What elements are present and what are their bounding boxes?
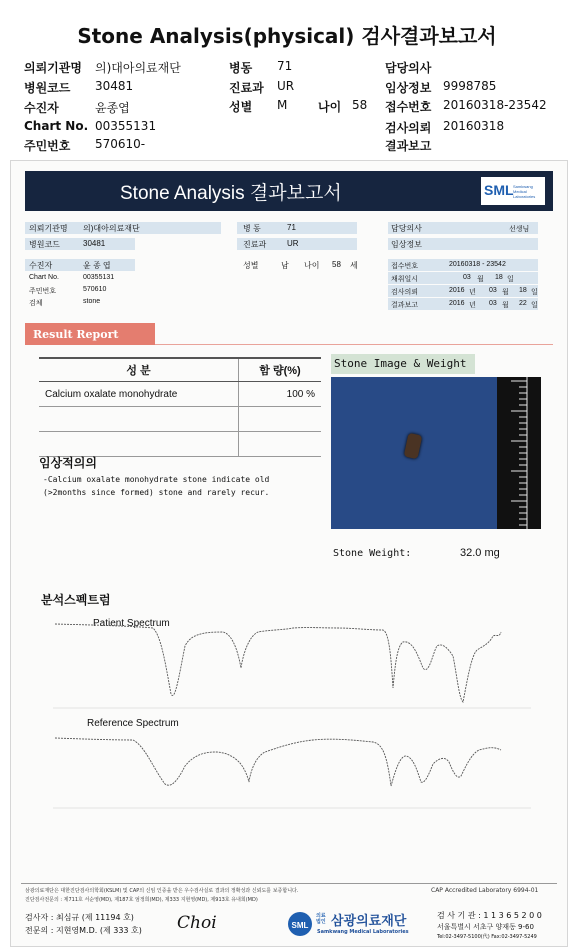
clinical-text-line-2: (>2months since formed) stone and rarely recur. bbox=[43, 488, 270, 497]
sex-value: M bbox=[277, 98, 288, 112]
dept-value: UR bbox=[277, 79, 295, 93]
doc-chart-value: 00355131 bbox=[83, 274, 115, 281]
stone-specimen bbox=[404, 433, 423, 459]
doc-collect-day: 18 bbox=[495, 274, 503, 281]
doc-request-day: 18 bbox=[519, 287, 527, 294]
result-report-bar bbox=[25, 323, 155, 345]
stone-photo bbox=[331, 377, 541, 529]
doc-report-day: 22 bbox=[519, 300, 527, 307]
patient-spectrum-plot bbox=[53, 616, 531, 712]
sex-label: 성별 bbox=[229, 100, 253, 114]
doc-age-unit: 세 bbox=[350, 261, 358, 270]
rrn-value: 570610- bbox=[95, 137, 146, 151]
specialists-text: 진단검사전문의 : 제711호 서순영(MD), 제187호 엄정희(MD), 제333 지현영(MD), 제913호 유내희(MD) bbox=[25, 897, 258, 903]
result-report-label: Result Report bbox=[33, 328, 119, 341]
doc-age-label: 나이 bbox=[304, 261, 320, 270]
doc-doctor-label: 담당의사 bbox=[391, 224, 422, 233]
doc-report-month: 03 bbox=[489, 300, 497, 307]
doc-report-year: 2016 bbox=[449, 300, 465, 307]
doc-chart-label: Chart No. bbox=[29, 274, 59, 281]
doc-request-label: 검사의뢰 bbox=[391, 289, 419, 296]
table-header-row bbox=[39, 358, 321, 382]
doc-request-year-unit: 년 bbox=[469, 289, 476, 296]
foundation-name: 삼광의료재단 bbox=[331, 914, 407, 929]
doctor-label: 담당의사 bbox=[385, 61, 432, 75]
svg-text:SML: SML bbox=[291, 921, 309, 930]
institution-label: 의뢰기관명 bbox=[24, 61, 82, 75]
age-label: 나이 bbox=[318, 100, 342, 114]
doc-receipt-label: 접수번호 bbox=[391, 263, 419, 270]
patient-label: 수진자 bbox=[24, 101, 59, 115]
doc-patient-label: 수진자 bbox=[29, 261, 53, 270]
foundation-prefix: 의료법인 bbox=[316, 913, 326, 925]
content-cell bbox=[239, 407, 322, 432]
content-header: 함 량(%) bbox=[239, 358, 322, 382]
doc-doctor-value: 선생님 bbox=[509, 226, 530, 233]
doc-ward-value: 71 bbox=[287, 223, 296, 232]
chart-no-value: 00355131 bbox=[95, 119, 157, 133]
institution-value: 의)대아의료재단 bbox=[95, 61, 181, 75]
doc-institution-label: 의뢰기관명 bbox=[29, 224, 68, 233]
reference-spectrum-plot bbox=[53, 716, 531, 812]
table-row bbox=[39, 382, 321, 407]
doc-age-value: 58 bbox=[332, 260, 341, 269]
sml-logo bbox=[481, 177, 545, 205]
age-value: 58 bbox=[352, 98, 368, 112]
reference-spectrum-panel bbox=[53, 716, 531, 812]
content-cell bbox=[239, 432, 322, 457]
doc-collect-month-unit: 월 bbox=[477, 276, 484, 283]
report-title: Stone Analysis(physical) 검사결과보고서 bbox=[77, 24, 497, 48]
hospital-code-value: 30481 bbox=[95, 79, 134, 93]
signature: Choi bbox=[177, 913, 217, 933]
clinical-text-line-1: -Calcium oxalate monohydrate stone indicate old bbox=[43, 475, 270, 484]
divider bbox=[155, 344, 553, 345]
doc-collect-label: 채취일시 bbox=[391, 276, 419, 283]
stone-weight-label: Stone Weight: bbox=[333, 548, 412, 559]
doc-sex-value: 남 bbox=[281, 261, 289, 270]
clinical-info-label: 임상정보 bbox=[385, 81, 432, 95]
doc-ward-label: 병 동 bbox=[243, 224, 261, 233]
doc-specimen-label: 검체 bbox=[29, 300, 43, 307]
foundation-address: 서울특별시 서초구 양재동 9-60 bbox=[437, 923, 534, 931]
sml-logo-subtitle: Samkwang Medical Laboratories bbox=[513, 184, 536, 199]
doc-receipt-value: 20160318 - 23542 bbox=[449, 261, 506, 268]
table-row bbox=[39, 432, 321, 457]
dept-label: 진료과 bbox=[229, 81, 264, 95]
doc-clinical-label: 임상정보 bbox=[391, 240, 422, 249]
doc-institution-value: 의)대아의료재단 bbox=[83, 224, 140, 233]
banner-title: Stone Analysis 결과보고서 bbox=[120, 183, 342, 204]
ward-value: 71 bbox=[277, 59, 293, 73]
ward-label: 병동 bbox=[229, 61, 253, 75]
doc-specimen-value: stone bbox=[83, 298, 101, 305]
foundation-name-en: Samkwang Medical Laboratories bbox=[317, 929, 409, 935]
doc-request-year: 2016 bbox=[449, 287, 465, 294]
doc-hospital-code-value: 30481 bbox=[83, 239, 106, 248]
doc-collect-month: 03 bbox=[463, 274, 471, 281]
doc-rrn-label: 주민번호 bbox=[29, 288, 57, 295]
reference-spectrum-label: Reference Spectrum bbox=[87, 718, 179, 729]
component-cell bbox=[39, 407, 239, 432]
component-header: 성 분 bbox=[39, 358, 239, 382]
report-date-label: 결과보고 bbox=[385, 139, 432, 153]
doc-hospital-code-label: 병원코드 bbox=[29, 240, 60, 249]
ruler bbox=[497, 377, 541, 529]
clinical-significance-title: 임상적의의 bbox=[39, 456, 97, 470]
doc-report-day-unit: 일 bbox=[531, 302, 538, 309]
doc-dept-label: 진료과 bbox=[243, 240, 267, 249]
clinical-info-value: 9998785 bbox=[443, 79, 497, 93]
doc-report-month-unit: 월 bbox=[502, 302, 509, 309]
doc-report-year-unit: 년 bbox=[469, 302, 476, 309]
patient-spectrum-panel bbox=[53, 616, 531, 712]
chart-no-label: Chart No. bbox=[24, 119, 89, 133]
request-date-value: 20160318 bbox=[443, 119, 505, 133]
component-cell: Calcium oxalate monohydrate bbox=[39, 382, 239, 407]
request-date-label: 검사의뢰 bbox=[385, 121, 432, 135]
composition-table bbox=[39, 357, 321, 457]
foundation-logo-icon bbox=[287, 911, 313, 937]
foundation-tel: Tel:02-3497-5100(代) Fax:02-3497-5249 bbox=[437, 934, 537, 940]
doc-rrn-value: 570610 bbox=[83, 286, 107, 293]
institution-number: 검 사 기 관 : 1 1 3 6 5 2 0 0 bbox=[437, 911, 542, 920]
specialist-text: 전문의 : 지현영M.D. (제 333 호) bbox=[25, 926, 142, 935]
cap-text: CAP Accredited Laboratory 6994-01 bbox=[431, 887, 539, 894]
scanned-report bbox=[10, 160, 568, 947]
receipt-no-value: 20160318-23542 bbox=[443, 98, 547, 112]
content-cell: 100 % bbox=[239, 382, 322, 407]
doc-collect-day-unit: 일 bbox=[507, 276, 514, 283]
doc-request-month: 03 bbox=[489, 287, 497, 294]
rrn-label: 주민번호 bbox=[24, 139, 71, 153]
doc-patient-value: 윤 종 엽 bbox=[83, 261, 111, 270]
doc-request-month-unit: 월 bbox=[502, 289, 509, 296]
sml-logo-text: SML bbox=[484, 182, 514, 198]
table-row bbox=[39, 407, 321, 432]
doc-sex-label: 성별 bbox=[243, 261, 259, 270]
doc-request-day-unit: 일 bbox=[531, 289, 538, 296]
patient-spectrum-label: Patient Spectrum bbox=[93, 618, 170, 629]
receipt-no-label: 접수번호 bbox=[385, 100, 432, 114]
doc-report-label: 결과보고 bbox=[391, 302, 419, 309]
stone-image-label: Stone Image & Weight bbox=[334, 357, 467, 370]
component-cell bbox=[39, 432, 239, 457]
doc-dept-value: UR bbox=[287, 239, 299, 248]
accreditation-text: 삼광의료재단은 대한진단검사의학회(KSLM) 및 CAP의 신임 인증을 받은 우수검사실로 결과의 정확성과 신뢰도를 보증합니다. bbox=[25, 888, 299, 894]
stone-weight-value: 32.0 mg bbox=[460, 547, 500, 559]
patient-value: 윤종엽 bbox=[95, 101, 130, 115]
spectrum-title: 분석스펙트럼 bbox=[41, 593, 111, 607]
stone-image-label-bar bbox=[331, 354, 475, 374]
hospital-code-label: 병원코드 bbox=[24, 81, 71, 95]
footer-divider bbox=[21, 883, 557, 884]
report-banner bbox=[25, 171, 553, 211]
examiner-text: 검사자 : 최심규 (제 11194 호) bbox=[25, 913, 134, 922]
